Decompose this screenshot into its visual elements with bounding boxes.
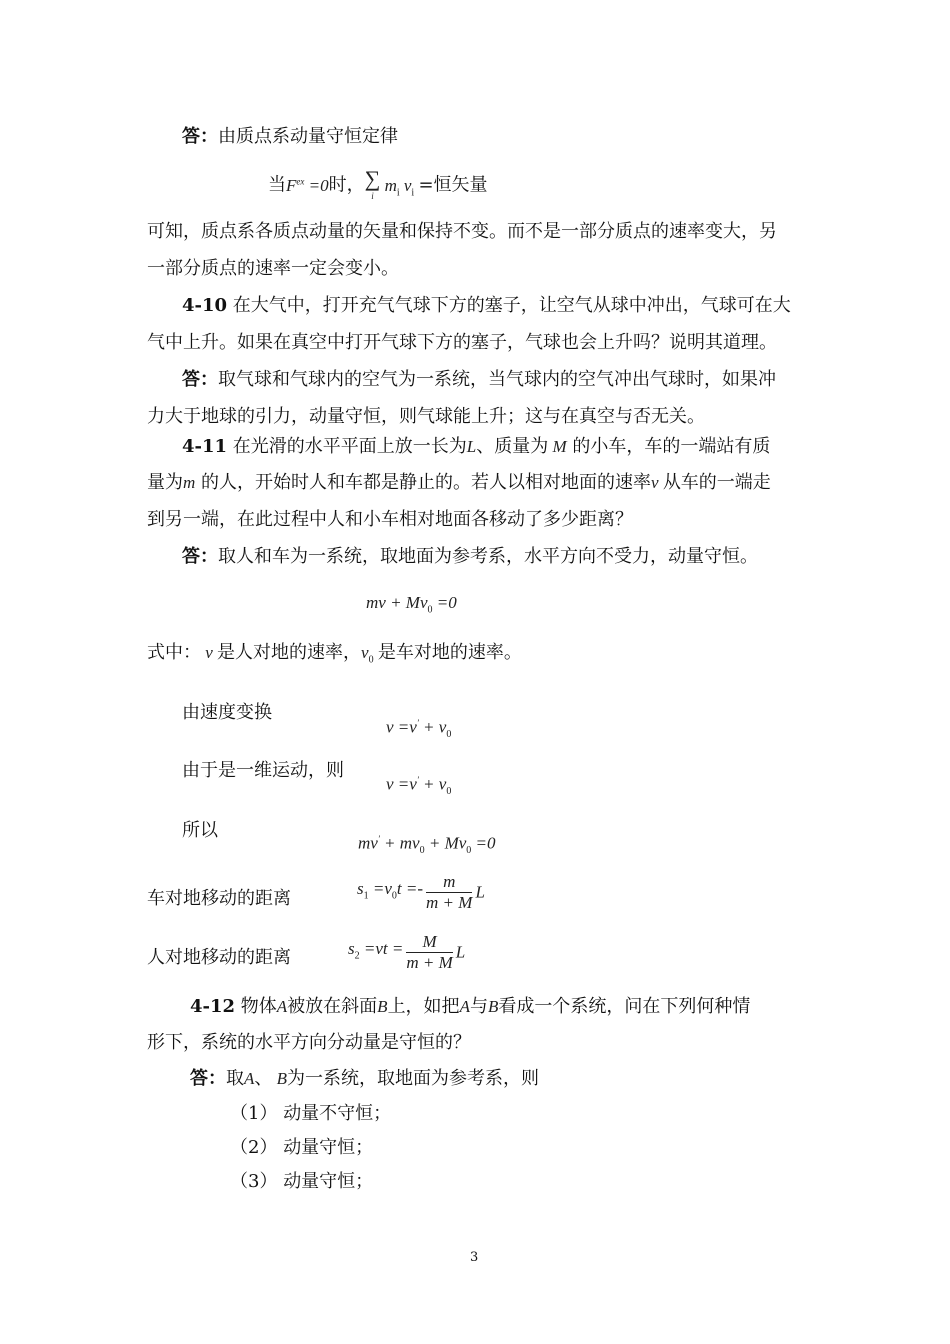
equation-car-distance: $s_1 =v_0t$ =- $\frac{m}{m + M}$ L (357, 872, 485, 912)
person-distance-label: 人对地移动的距离 (147, 947, 291, 968)
formula-when: 时， (328, 174, 365, 196)
question-4-12-line-2: 形下，系统的水平方向分动量是守恒的？ (147, 1032, 471, 1053)
list-item (230, 1101, 391, 1127)
question-text: 量为 (147, 472, 183, 493)
definitions-text: 是车对地的速率。 (377, 642, 522, 663)
equation-velocity-transform: $v =v' + v_0$ (386, 717, 452, 741)
answer-label: 答： (182, 126, 218, 147)
math-A: A (244, 1069, 255, 1088)
list-item (230, 1169, 373, 1195)
answer-text: 、 (254, 1068, 273, 1089)
list-item-text: 动量不守恒； (283, 1103, 392, 1124)
intro-answer (182, 124, 398, 150)
answer-4-10-line-1 (182, 367, 776, 393)
step-velocity-transform-label: 由速度变换 (182, 702, 272, 723)
list-item-text: 动量守恒； (283, 1137, 374, 1158)
question-text: 在光滑的水平平面上放一长为 (227, 436, 467, 457)
math-M: M (548, 437, 567, 456)
equation-combined: $mv' + mv_0 + Mv_0 =0$ (358, 833, 496, 857)
equation-one-dimensional: $v =v' + v_0$ (386, 774, 452, 798)
question-text: 从车的一端走 (662, 472, 771, 493)
math-L: L (466, 437, 477, 456)
question-text: 看成一个系统，问在下列何种情 (498, 996, 751, 1017)
definitions-text: 式中： (147, 642, 201, 663)
question-text: 与 (469, 996, 488, 1017)
formula-prefix: 当 (268, 174, 286, 196)
answer-text: 取气球和气球内的空气为一系统，当气球内的空气冲出气球时，如果冲 (218, 369, 776, 390)
question-4-11-line-1 (182, 434, 770, 460)
math-A: A (459, 997, 470, 1016)
question-number: 4-12 (190, 996, 236, 1017)
question-number: 4-10 (182, 295, 228, 316)
definitions-line (147, 640, 522, 673)
math-external-force: $F^{ex} =0$ (286, 175, 329, 195)
math-summation: ∑ i (364, 165, 381, 201)
answer-text: 取人和车为一系统，取地面为参考系，水平方向不受力，动量守恒。 (218, 546, 758, 567)
question-4-10-line-1 (182, 293, 791, 319)
math-momentum-term: $m_i$ $v_i$ (380, 175, 415, 199)
definitions-text: 是人对地的速率， (217, 642, 362, 663)
math-v0: $v_0$ (361, 643, 374, 666)
list-item-number: （3） (230, 1171, 278, 1192)
list-item-number: （2） (230, 1137, 278, 1158)
answer-label: 答： (182, 369, 218, 390)
question-4-11-line-2 (147, 470, 771, 496)
equation-momentum-conservation: mv + $Mv_0 =0$ (366, 593, 457, 616)
intro-conclusion-line-1: 可知，质点系各质点动量的矢量和保持不变。而不是一部分质点的速率变大，另 (147, 221, 777, 242)
question-text: 被放在斜面 (287, 996, 378, 1017)
fraction: $\frac{M}{m + M}$ (406, 932, 453, 972)
question-text: 在大气中，打开充气气球下方的塞子，让空气从球中冲出，气球可在大 (227, 295, 791, 316)
math-m: m (183, 473, 196, 492)
step-therefore-label: 所以 (182, 820, 218, 841)
question-text: 的人，开始时人和车都是静止的。若人以相对地面的速率 (195, 472, 652, 493)
math-B: B (377, 997, 388, 1016)
math-v: v (201, 643, 218, 662)
answer-label: 答： (182, 546, 218, 567)
question-text: 上，如把 (387, 996, 460, 1017)
math-v: v (651, 473, 663, 492)
answer-text: 为一系统，取地面为参考系，则 (287, 1068, 540, 1089)
formula-suffix: =恒矢量 (418, 174, 488, 196)
car-distance-label: 车对地移动的距离 (147, 888, 291, 909)
fraction: $\frac{m}{m + M}$ (426, 872, 473, 912)
list-item (230, 1135, 373, 1161)
question-4-12-line-1 (190, 994, 750, 1020)
page-number: 3 (470, 1250, 479, 1265)
answer-text: 取 (226, 1068, 244, 1089)
intro-formula (268, 165, 488, 206)
answer-4-12 (190, 1066, 539, 1092)
math-A: A (276, 997, 288, 1016)
answer-text: 由质点系动量守恒定律 (218, 126, 398, 147)
answer-label: 答： (190, 1068, 226, 1089)
question-number: 4-11 (182, 436, 228, 457)
question-text: 、质量为 (476, 436, 549, 457)
question-text: 物体 (235, 996, 277, 1017)
answer-4-10-line-2: 力大于地球的引力，动量守恒，则气球能上升；这与在真空与否无关。 (147, 406, 705, 427)
math-B: B (272, 1069, 288, 1088)
list-item-number: （1） (230, 1103, 278, 1124)
question-4-11-line-3: 到另一端，在此过程中人和小车相对地面各移动了多少距离？ (147, 509, 633, 530)
question-4-10-line-2: 气中上升。如果在真空中打开气球下方的塞子，气球也会上升吗？说明其道理。 (147, 332, 777, 353)
list-item-text: 动量守恒； (283, 1171, 374, 1192)
answer-4-11 (182, 544, 758, 570)
step-one-dimensional-label: 由于是一维运动，则 (182, 760, 344, 781)
intro-conclusion-line-2: 一部分质点的速率一定会变小。 (147, 258, 399, 279)
question-text: 的小车，车的一端站有质 (566, 436, 771, 457)
equation-person-distance: $s_2 =vt$ = $\frac{M}{m + M}$ L (348, 932, 466, 972)
math-B: B (487, 997, 499, 1016)
